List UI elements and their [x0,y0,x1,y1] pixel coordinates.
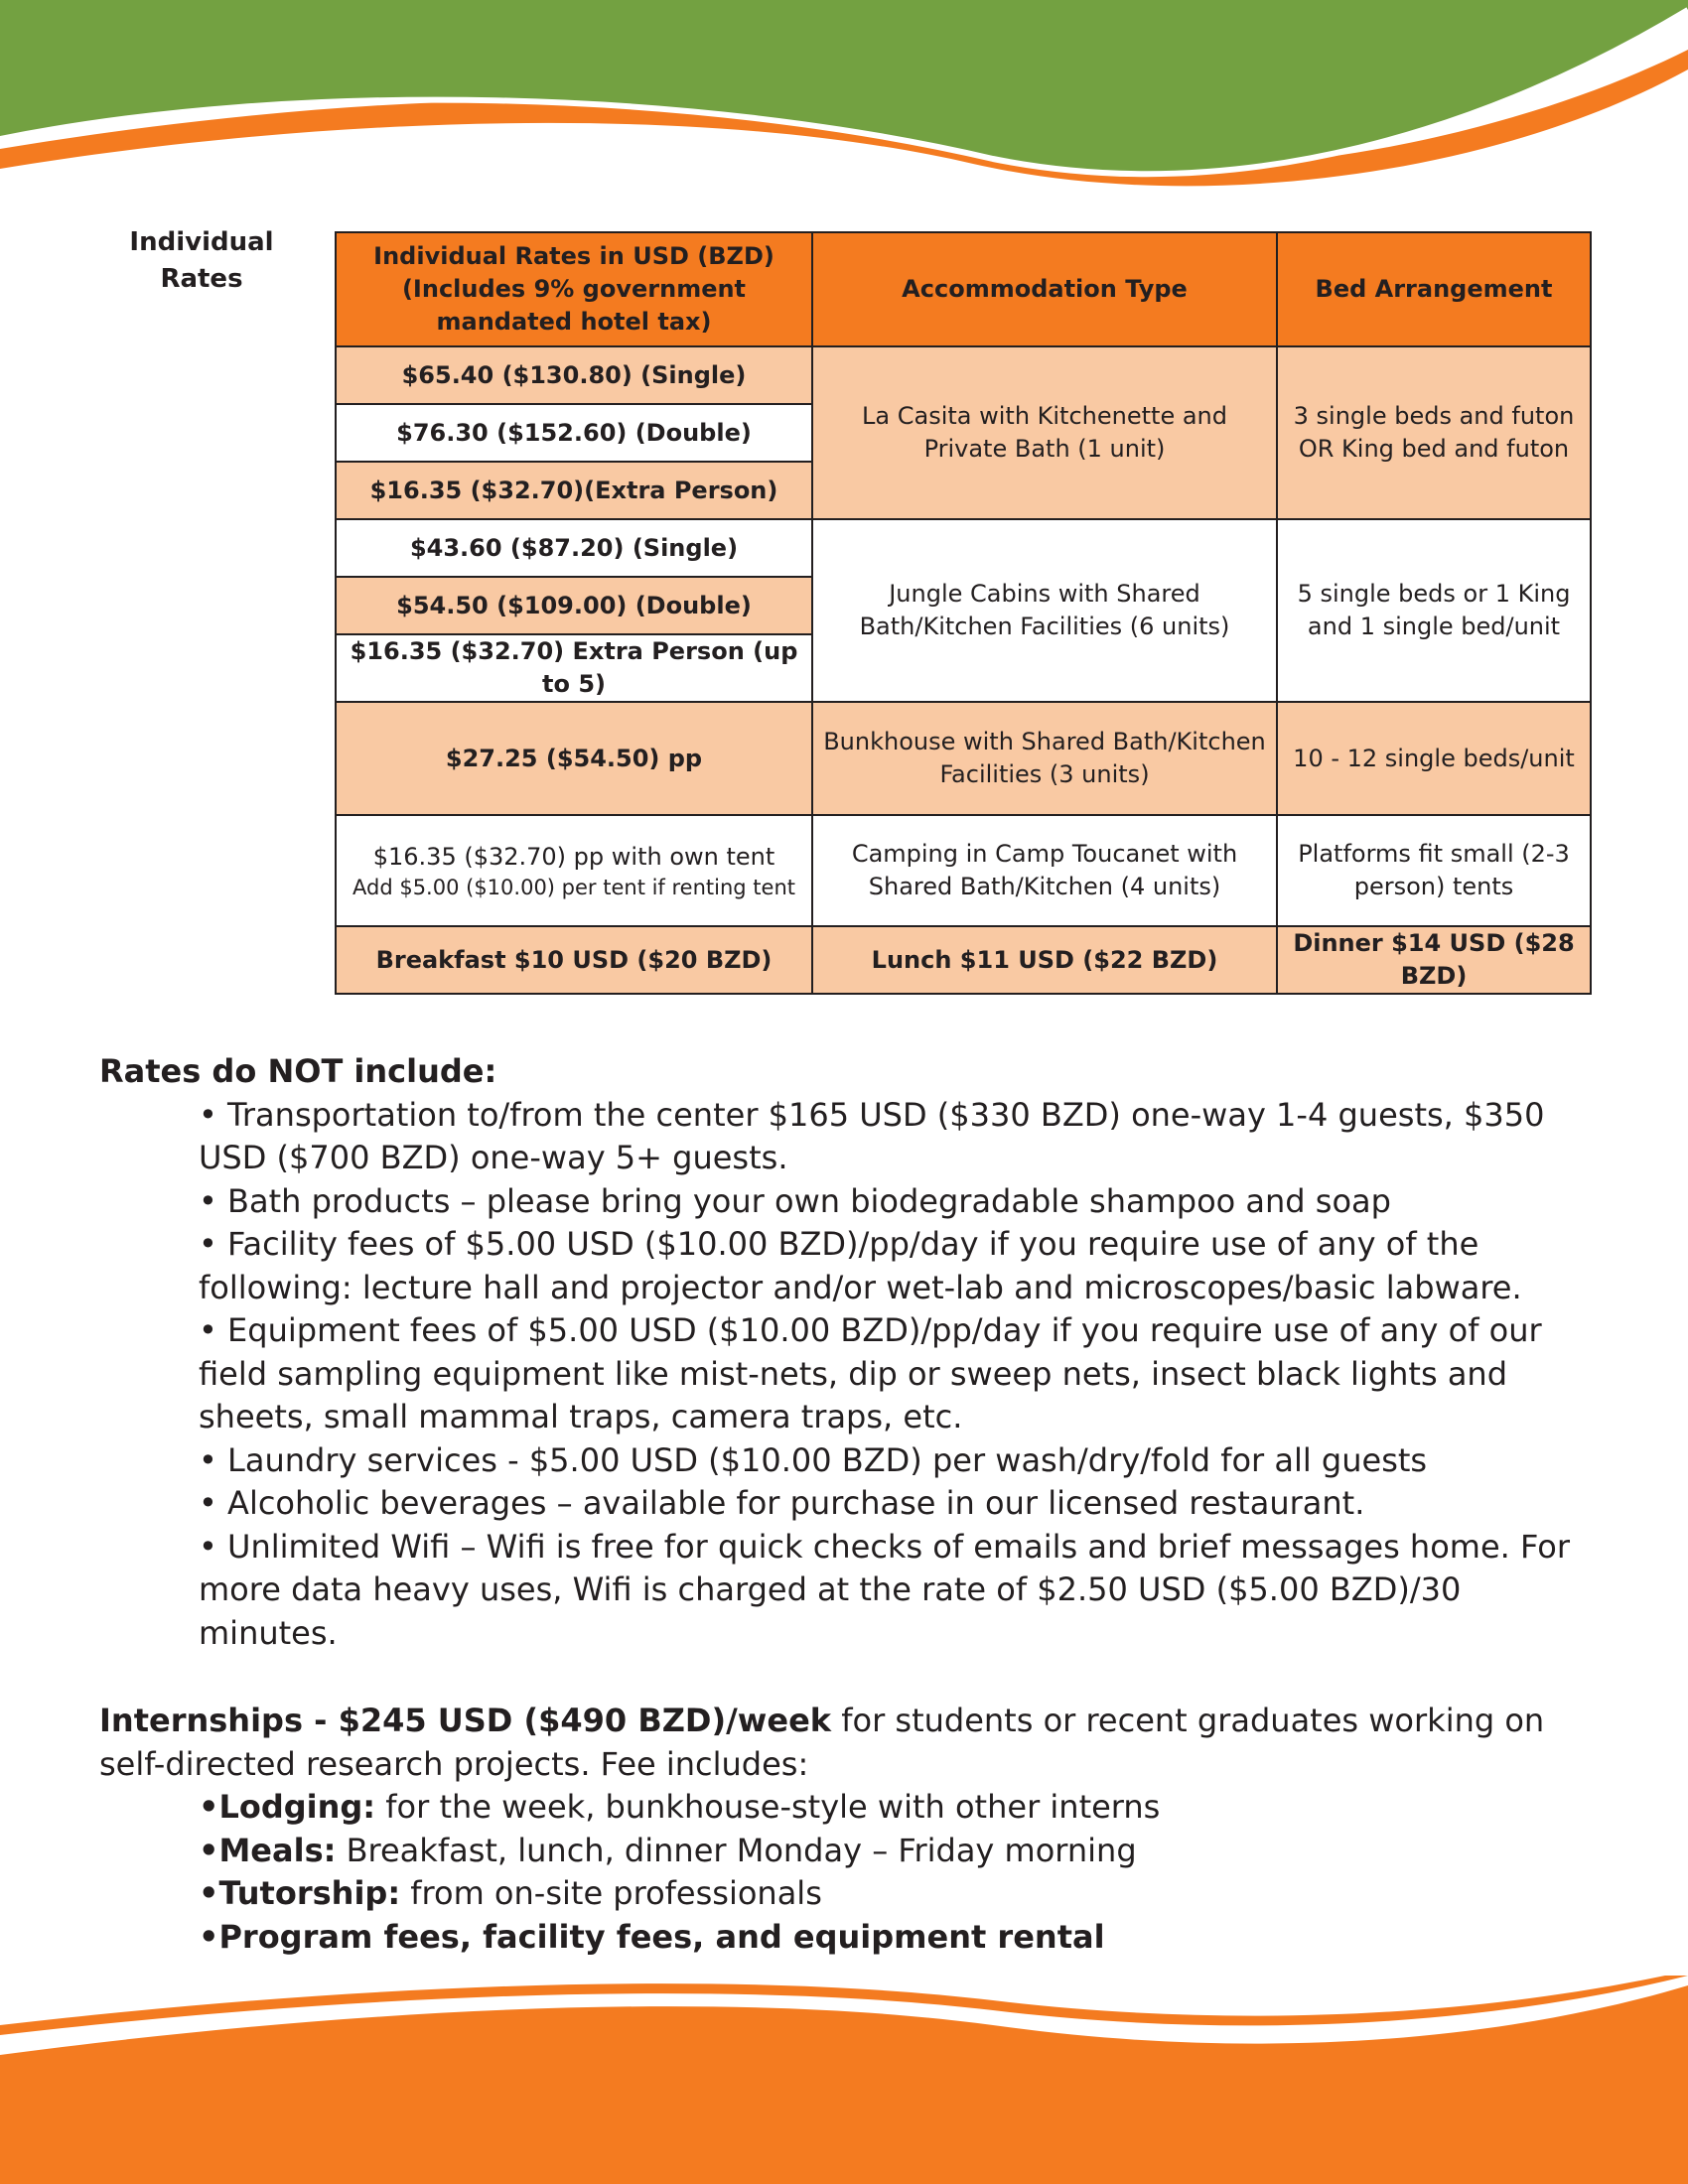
internships-intro [99,1700,1609,1786]
table-row [336,346,1591,404]
list-item: • Alcoholic beverages – available for purchase in our licensed restaurant. [199,1484,1365,1522]
tent-rental-note: Add $5.00 ($10.00) per tent if renting tent [352,875,795,899]
list-item: • Transportation to/from the center $165 USD ($330 BZD) one-way 1-4 guests, $350 USD ($700 BZD) one-way 5+ guests. [199,1095,1545,1176]
price-cell: $16.35 ($32.70) Extra Person (up to 5) [336,634,812,702]
breakfast-price: Breakfast $10 USD ($20 BZD) [336,926,812,994]
price-cell: $27.25 ($54.50) pp [336,702,812,815]
top-wave-decoration [0,0,1688,199]
rates-exclusions-section [99,1050,1609,1655]
rates-table [335,231,1592,995]
accommodation-cell: La Casita with Kitchenette and Private Bath (1 unit) [812,346,1277,519]
list-item: • Equipment fees of $5.00 USD ($10.00 BZD)/pp/day if you require use of any of our field sampling equipment like mist-nets, dip or sweep nets, insect black lights and sheets, small mammal traps, camera traps, etc. [199,1311,1542,1435]
price-cell: $76.30 ($152.60) (Double) [336,404,812,462]
dinner-price: Dinner $14 USD ($28 BZD) [1277,926,1591,994]
price-cell: $43.60 ($87.20) (Single) [336,519,812,577]
internships-title: Internships - $245 USD ($490 BZD)/week [99,1702,832,1739]
header-accommodation: Accommodation Type [812,232,1277,346]
beds-cell: 10 - 12 single beds/unit [1277,702,1591,815]
header-beds: Bed Arrangement [1277,232,1591,346]
price-cell [336,815,812,926]
rates-exclusions-list [99,1094,1609,1656]
list-item: • Unlimited Wifi – Wifi is free for quick checks of emails and brief messages home. For more data heavy uses, Wifi is charged at the rate of $2.50 USD ($5.00 BZD)/30 minutes. [199,1527,1570,1652]
camping-price: $16.35 ($32.70) pp with own tent [372,842,775,871]
table-row [336,815,1591,926]
list-item [199,1786,1609,1830]
list-item: • Laundry services - $5.00 USD ($10.00 BZD) per wash/dry/fold for all guests [199,1440,1428,1479]
beds-cell: 5 single beds or 1 King and 1 single bed/unit [1277,519,1591,702]
accommodation-cell: Camping in Camp Toucanet with Shared Bath/Kitchen (4 units) [812,815,1277,926]
lunch-price: Lunch $11 USD ($22 BZD) [812,926,1277,994]
list-item [199,1872,1609,1916]
price-cell: $65.40 ($130.80) (Single) [336,346,812,404]
meals-row [336,926,1591,994]
table-row [336,519,1591,577]
list-item-text: for the week, bunkhouse-style with other interns [375,1788,1161,1826]
accommodation-cell: Jungle Cabins with Shared Bath/Kitchen Facilities (6 units) [812,519,1277,702]
rates-exclusions-title: Rates do NOT include: [99,1052,497,1090]
list-item: • Facility fees of $5.00 USD ($10.00 BZD)/pp/day if you require use of any of the following: lecture hall and projector and/or wet-lab and microscopes/basic labware. [199,1225,1522,1306]
list-item-text: from on-site professionals [400,1874,822,1912]
list-item [199,1830,1609,1873]
table-row [336,702,1591,815]
beds-cell: 3 single beds and futon OR King bed and futon [1277,346,1591,519]
header-rates: Individual Rates in USD (BZD) (Includes 9% government mandated hotel tax) [336,232,812,346]
internships-section [99,1700,1609,1959]
bottom-wave-decoration [0,1976,1688,2184]
internships-list [99,1786,1609,1959]
price-cell: $54.50 ($109.00) (Double) [336,577,812,634]
list-item-label: •Meals: [199,1831,337,1869]
list-item [199,1916,1609,1960]
list-item-label: •Lodging: [199,1788,376,1826]
individual-rates-label: Individual Rates [129,227,274,294]
list-item-label: •Tutorship: [199,1874,401,1912]
list-item: • Bath products – please bring your own biodegradable shampoo and soap [199,1181,1391,1220]
accommodation-cell: Bunkhouse with Shared Bath/Kitchen Facilities (3 units) [812,702,1277,815]
internships-description: for students or recent graduates working on self-directed research projects. Fee includes: [99,1702,1545,1783]
list-item-text: Breakfast, lunch, dinner Monday – Friday morning [336,1831,1137,1869]
table-header-row [336,232,1591,346]
price-cell: $16.35 ($32.70)(Extra Person) [336,462,812,519]
list-item-label: •Program fees, facility fees, and equipment rental [199,1917,1105,1956]
beds-cell: Platforms fit small (2-3 person) tents [1277,815,1591,926]
